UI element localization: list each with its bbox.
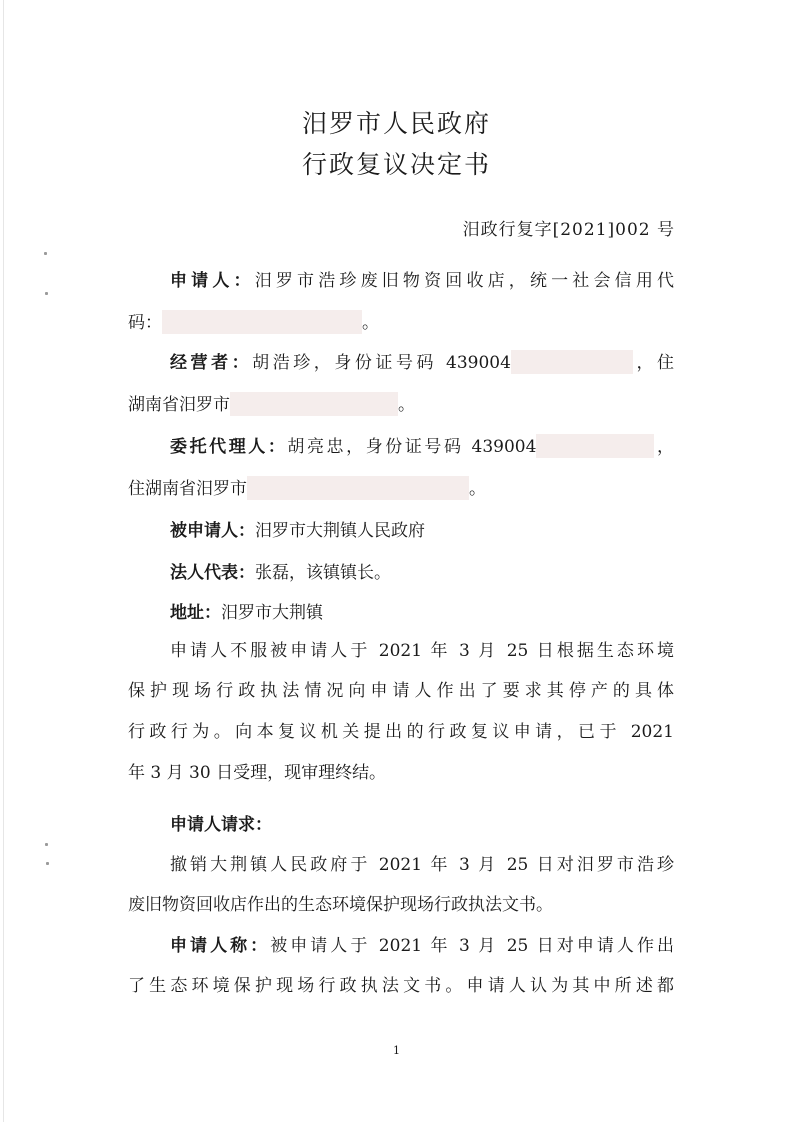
scan-speck xyxy=(46,862,49,865)
document-title-line1: 汨罗市人民政府 xyxy=(301,109,491,138)
redacted-address xyxy=(247,476,469,500)
agent-label: 委托代理人： xyxy=(170,437,288,457)
respondent-text: 汨罗市大荆镇人民政府 xyxy=(255,521,425,541)
scan-speck xyxy=(44,252,47,255)
redacted-credit-code xyxy=(162,310,362,334)
scan-speck xyxy=(45,292,48,295)
operator-end: 。 xyxy=(398,395,415,415)
page-number: 1 xyxy=(393,1044,400,1057)
applicant-end: 。 xyxy=(362,313,379,333)
redacted-id-number xyxy=(511,350,633,374)
agent-text: 胡亮忠，身份证号码 439004 xyxy=(287,437,537,457)
agent-cont: 住湖南省汨罗市 xyxy=(128,479,247,499)
claim-label: 申请人称： xyxy=(170,936,271,956)
scan-speck xyxy=(45,843,48,846)
applicant-line xyxy=(170,268,674,294)
operator-text: 胡浩珍，身份证号码 439004 xyxy=(252,353,511,373)
operator-line-cont xyxy=(128,392,674,418)
agent-line-cont xyxy=(128,476,674,502)
applicant-line-cont xyxy=(128,310,674,336)
agent-after: ， xyxy=(654,437,674,457)
redacted-id-number xyxy=(536,434,654,458)
operator-line xyxy=(170,350,674,376)
legal-rep-label: 法人代表： xyxy=(170,563,255,583)
para1-line: 申请人不服被申请人于 2021 年 3 月 25 日根据生态环境 xyxy=(170,641,674,661)
applicant-label: 申请人： xyxy=(170,271,255,291)
agent-end: 。 xyxy=(469,479,486,499)
claim-line xyxy=(170,933,674,959)
legal-rep-text: 张磊，该镇镇长。 xyxy=(255,563,391,583)
operator-label: 经营者： xyxy=(170,353,253,373)
legal-rep-line xyxy=(170,560,674,586)
para2-line: 撤销大荆镇人民政府于 2021 年 3 月 25 日对汨罗市浩珍 xyxy=(170,855,674,875)
address-label: 地址： xyxy=(170,603,221,623)
para2-line: 废旧物资回收店作出的生态环境保护现场行政执法文书。 xyxy=(128,895,553,915)
para1-line: 年 3 月 30 日受理，现审理终结。 xyxy=(128,763,387,783)
address-line xyxy=(170,600,674,626)
operator-cont: 湖南省汨罗市 xyxy=(128,395,230,415)
para1-line: 保护现场行政执法情况向申请人作出了要求其停产的具体 xyxy=(128,681,674,701)
operator-after: ，住 xyxy=(632,353,674,373)
claim-line-cont: 了生态环境保护现场行政执法文书。申请人认为其中所述都 xyxy=(128,976,674,996)
respondent-label: 被申请人： xyxy=(170,521,255,541)
document-title-line2: 行政复议决定书 xyxy=(301,150,491,179)
claim-text: 被申请人于 2021 年 3 月 25 日对申请人作出 xyxy=(270,936,675,956)
para1-line: 行政行为。向本复议机关提出的行政复议申请，已于 2021 xyxy=(128,722,674,742)
respondent-line xyxy=(170,518,674,544)
address-text: 汨罗市大荆镇 xyxy=(221,603,323,623)
agent-line xyxy=(170,434,674,460)
applicant-cont: 码： xyxy=(128,313,162,333)
applicant-text: 汨罗市浩珍废旧物资回收店，统一社会信用代 xyxy=(254,271,675,291)
redacted-address xyxy=(230,392,398,416)
request-heading: 申请人请求： xyxy=(170,815,272,835)
document-number: 汨政行复字[2021]002 号 xyxy=(462,220,675,240)
